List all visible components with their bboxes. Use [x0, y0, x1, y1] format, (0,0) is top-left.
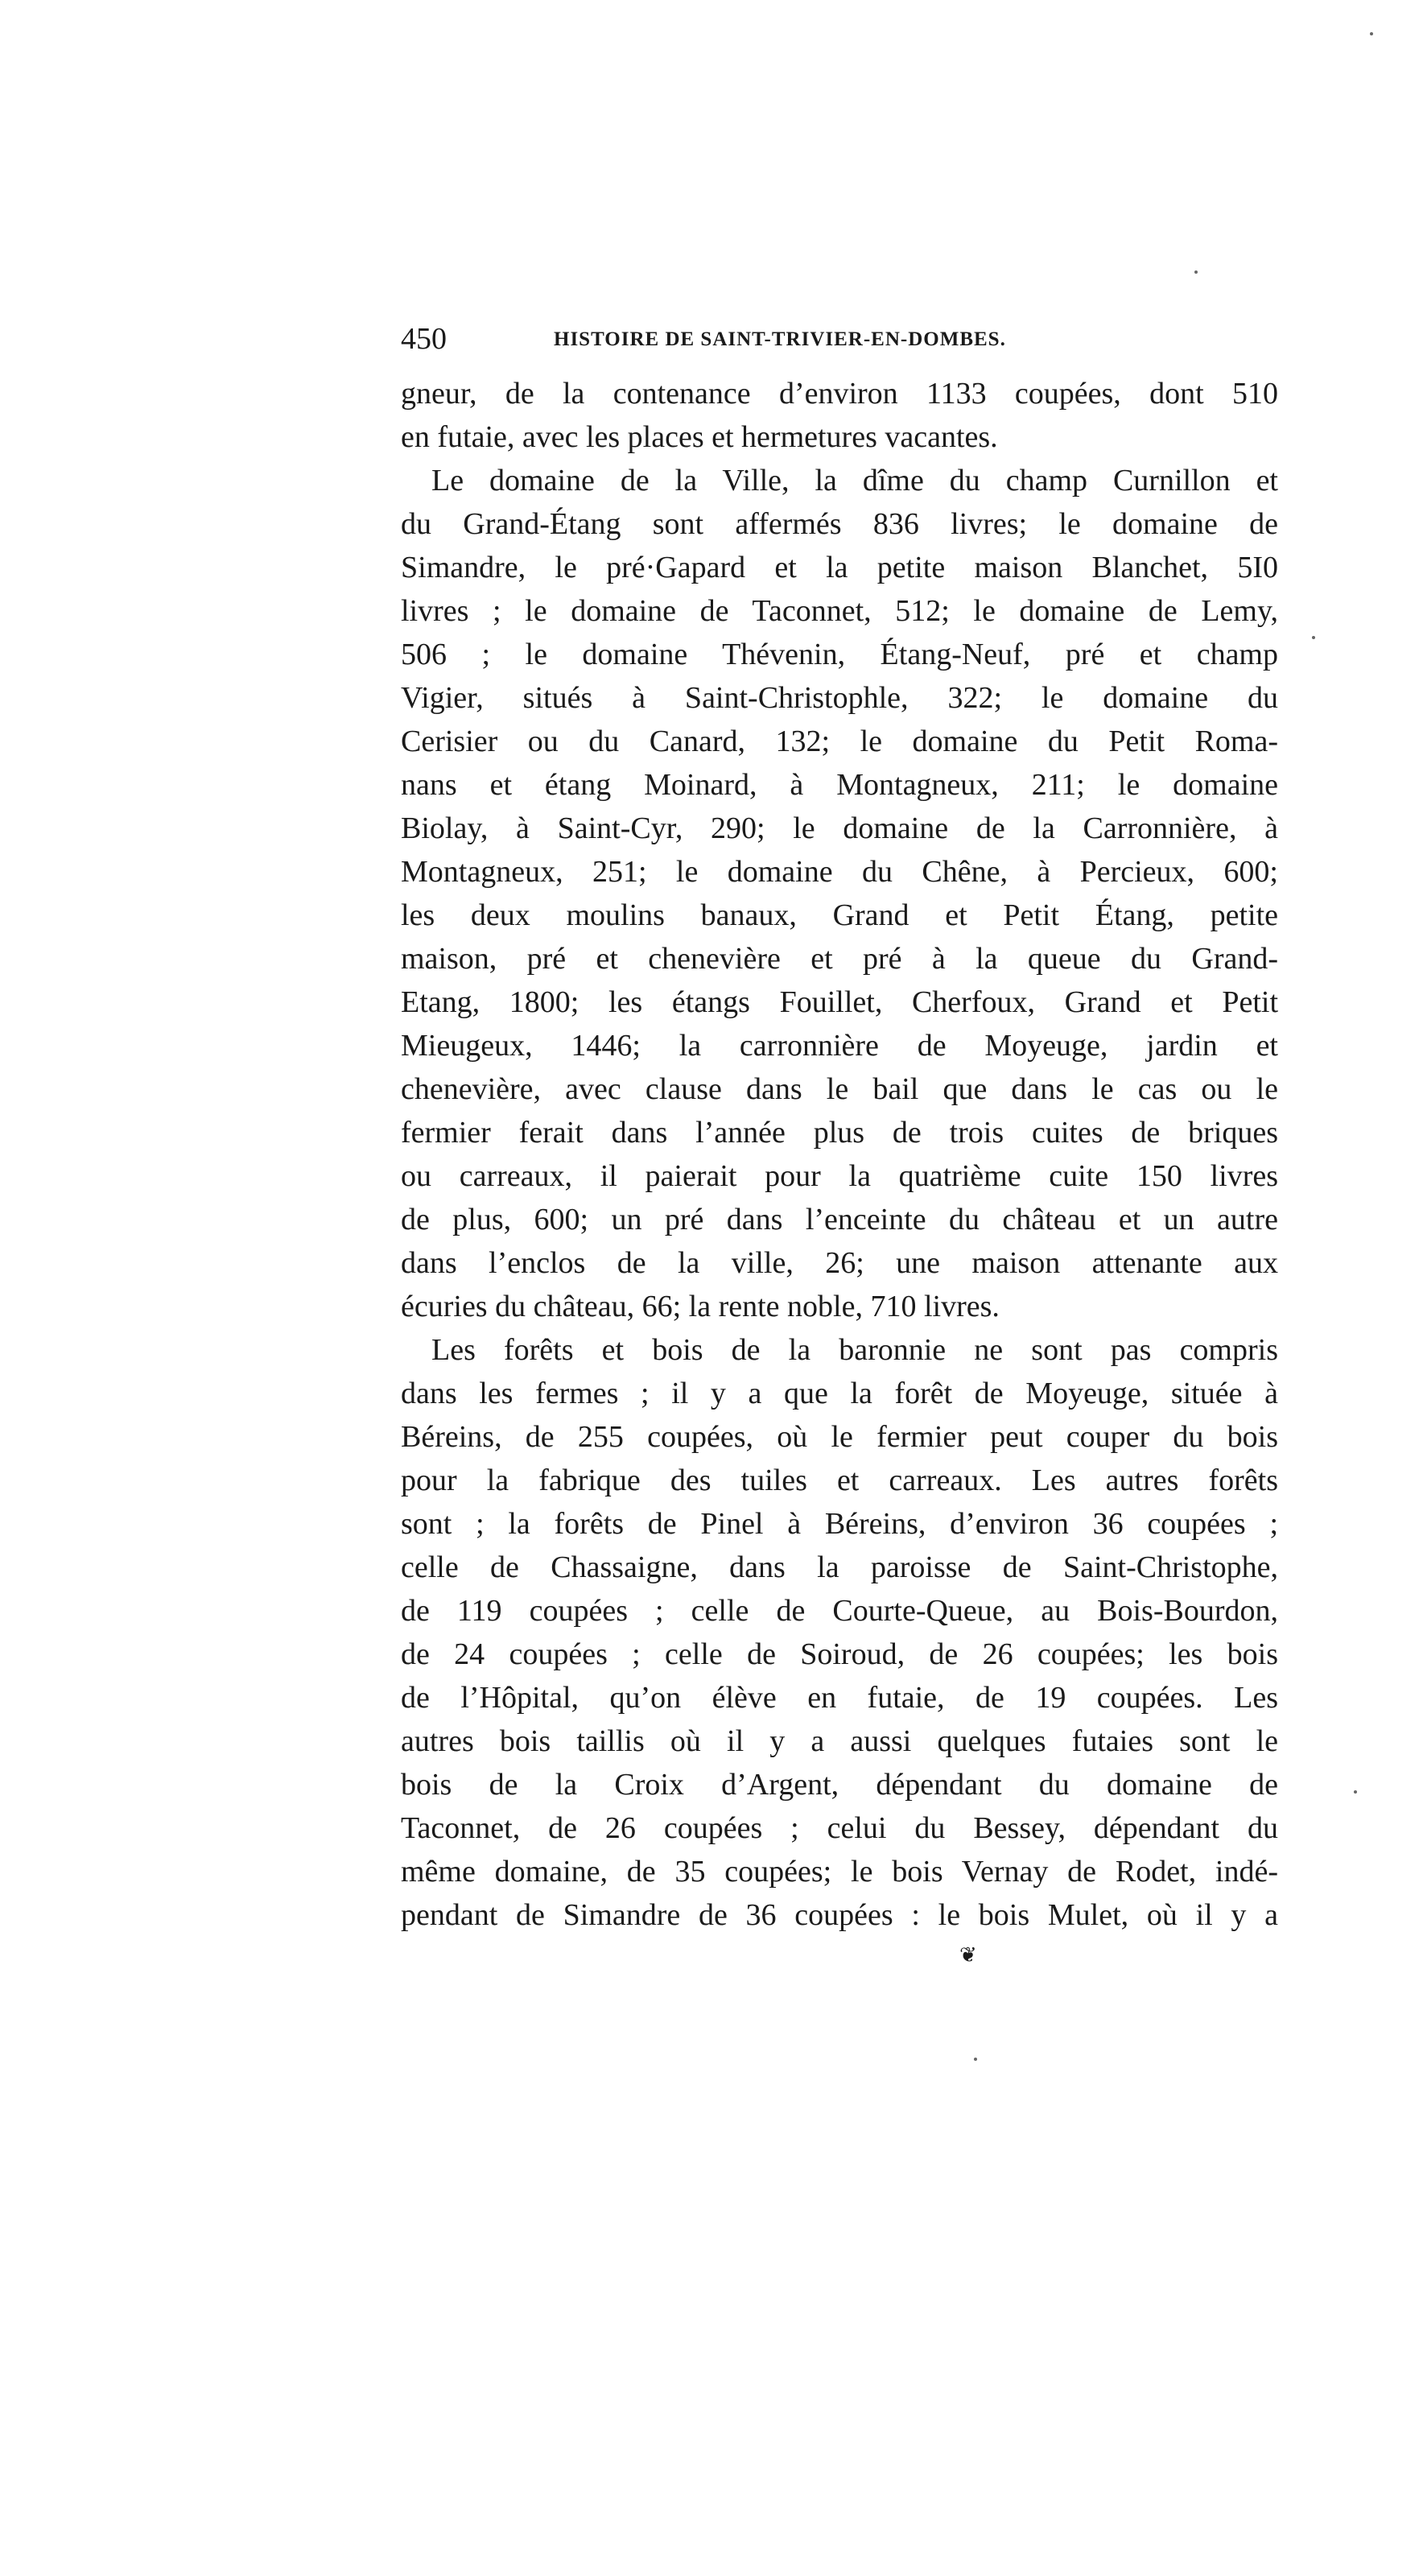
- text-line: Taconnet, de 26 coupées ; celui du Bessey, dépendant du: [401, 1811, 1278, 1845]
- running-head: [401, 319, 1277, 359]
- text-line: celle de Chassaigne, dans la paroisse de Saint-Christophe,: [401, 1550, 1278, 1584]
- text-line: maison, pré et chenevière et pré à la queue du Grand-: [401, 942, 1278, 976]
- ornament-mark: ❦: [959, 1943, 977, 1967]
- text-line: en futaie, avec les places et hermetures vacantes.: [401, 420, 998, 454]
- text-line: ou carreaux, il paierait pour la quatrième cuite 150 livres: [401, 1159, 1278, 1193]
- paper-speck: [1370, 32, 1373, 35]
- text-line: fermier ferait dans l’année plus de trois cuites de briques: [401, 1116, 1278, 1150]
- text-line: de 119 coupées ; celle de Courte-Queue, au Bois-Bourdon,: [401, 1594, 1278, 1628]
- text-line: 506 ; le domaine Thévenin, Étang-Neuf, pré et champ: [401, 638, 1278, 671]
- text-line: sont ; la forêts de Pinel à Béreins, d’environ 36 coupées ;: [401, 1507, 1278, 1541]
- paper-speck: [1194, 270, 1198, 274]
- text-line: Le domaine de la Ville, la dîme du champ Curnillon et: [431, 464, 1278, 497]
- text-line: bois de la Croix d’Argent, dépendant du domaine de: [401, 1768, 1278, 1802]
- text-line: autres bois taillis où il y a aussi quelques futaies sont le: [401, 1724, 1278, 1758]
- text-line: de plus, 600; un pré dans l’enceinte du château et un autre: [401, 1203, 1278, 1236]
- text-line: Les forêts et bois de la baronnie ne sont pas compris: [431, 1333, 1278, 1367]
- paper-speck: [1312, 636, 1315, 639]
- body-text: [401, 372, 1278, 1937]
- text-line: livres ; le domaine de Taconnet, 512; le domaine de Lemy,: [401, 594, 1278, 628]
- text-line: même domaine, de 35 coupées; le bois Vernay de Rodet, indé-: [401, 1855, 1278, 1889]
- text-line: Vigier, situés à Saint-Christophle, 322; le domaine du: [401, 681, 1278, 715]
- text-line: de l’Hôpital, qu’on élève en futaie, de 19 coupées. Les: [401, 1681, 1278, 1715]
- text-line: Biolay, à Saint-Cyr, 290; le domaine de la Carronnière, à: [401, 811, 1278, 845]
- running-title: HISTOIRE DE SAINT-TRIVIER-EN-DOMBES.: [554, 328, 1006, 350]
- text-line: gneur, de la contenance d’environ 1133 coupées, dont 510: [401, 377, 1278, 411]
- text-line: Cerisier ou du Canard, 132; le domaine du Petit Roma-: [401, 724, 1278, 758]
- text-line: écuries du château, 66; la rente noble, 710 livres.: [401, 1290, 1000, 1323]
- page-number: 450: [401, 322, 447, 356]
- paper-speck: [1354, 1790, 1357, 1794]
- text-line: Béreins, de 255 coupées, où le fermier peut couper du bois: [401, 1420, 1278, 1454]
- paper-speck: [974, 2058, 977, 2061]
- text-line: Simandre, le pré·Gapard et la petite maison Blanchet, 5I0: [401, 551, 1278, 584]
- text-line: les deux moulins banaux, Grand et Petit Étang, petite: [401, 898, 1278, 932]
- text-line: Montagneux, 251; le domaine du Chêne, à Percieux, 600;: [401, 855, 1278, 889]
- text-line: dans les fermes ; il y a que la forêt de Moyeuge, située à: [401, 1377, 1278, 1410]
- text-line: chenevière, avec clause dans le bail que dans le cas ou le: [401, 1072, 1278, 1106]
- text-line: de 24 coupées ; celle de Soiroud, de 26 coupées; les bois: [401, 1637, 1278, 1671]
- text-line: du Grand-Étang sont affermés 836 livres; le domaine de: [401, 507, 1278, 541]
- text-line: pendant de Simandre de 36 coupées : le bois Mulet, où il y a: [401, 1898, 1278, 1932]
- text-line: nans et étang Moinard, à Montagneux, 211; le domaine: [401, 768, 1278, 802]
- text-line: Mieugeux, 1446; la carronnière de Moyeuge, jardin et: [401, 1029, 1278, 1063]
- text-line: pour la fabrique des tuiles et carreaux. Les autres forêts: [401, 1463, 1278, 1497]
- text-line: dans l’enclos de la ville, 26; une maison attenante aux: [401, 1246, 1278, 1280]
- text-line: Etang, 1800; les étangs Fouillet, Cherfoux, Grand et Petit: [401, 985, 1278, 1019]
